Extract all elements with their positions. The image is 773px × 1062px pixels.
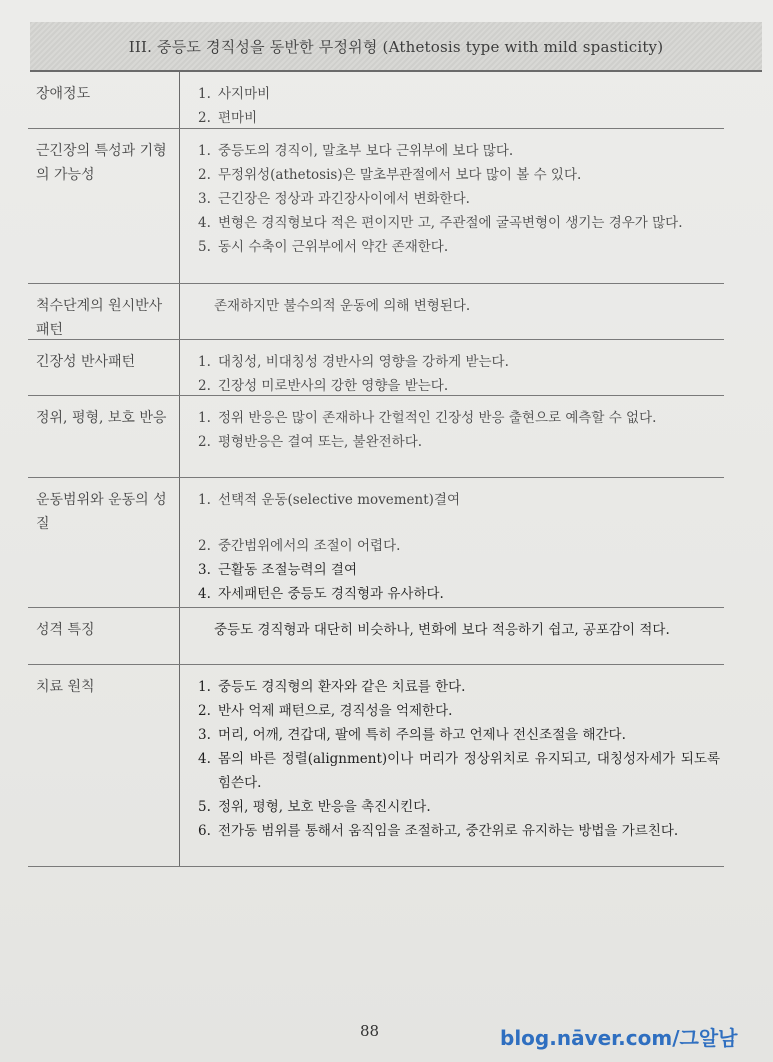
section-title (30, 22, 762, 72)
row-label: 장애정도 (28, 72, 180, 128)
row-label: 척수단계의 원시반사 패턴 (28, 284, 180, 339)
list-item: 1. 중등도 경직형의 환자와 같은 치료를 한다. (198, 679, 466, 695)
row-content (180, 129, 724, 283)
list-item: 2. 평형반응은 결여 또는, 불완전하다. (198, 434, 423, 450)
row-label: 운동범위와 운동의 성질 (28, 478, 180, 607)
list-item: 3. 머리, 어깨, 견갑대, 팔에 특히 주의를 하고 언제나 전신조절을 해간다. (198, 727, 626, 743)
table-row-primitive-reflex (28, 284, 724, 340)
row-label: 정위, 평형, 보호 반응 (28, 396, 180, 477)
blog-watermark: blog.nāver.com/그알남 (500, 1026, 738, 1050)
row-label: 긴장성 반사패턴 (28, 340, 180, 395)
list-item: 2. 중간범위에서의 조절이 어렵다. (198, 538, 401, 554)
row-content (180, 340, 724, 395)
list-item: 3. 근긴장은 정상과 과긴장사이에서 변화한다. (198, 191, 470, 207)
row-label: 성격 특징 (28, 608, 180, 664)
list-item: 5. 동시 수축이 근위부에서 약간 존재한다. (198, 239, 449, 255)
characteristics-table (28, 72, 724, 867)
list-item: 4. 자세패턴은 중등도 경직형과 유사하다. (198, 586, 444, 602)
table-row-treatment-principles (28, 665, 724, 867)
row-content (180, 478, 724, 607)
list-item: 4. 몸의 바른 정렬(alignment)이나 머리가 정상위치로 유지되고, 대칭성자세가 되도록 힘쓴다. (198, 751, 720, 791)
list-item: 2. 무정위성(athetosis)은 말초부관절에서 보다 많이 볼 수 있다. (198, 167, 582, 183)
row-content (180, 72, 724, 128)
list-item: 1. 정위 반응은 많이 존재하나 간헐적인 긴장성 반응 출현으로 예측할 수 없다. (198, 410, 657, 426)
table-row-righting-reactions (28, 396, 724, 478)
list-item: 3. 근활동 조절능력의 결여 (198, 562, 357, 578)
list-item: 1. 선택적 운동(selective movement)결여 (198, 492, 461, 508)
row-text: 존재하지만 불수의적 운동에 의해 변형된다. (214, 298, 471, 314)
list-item: 5. 정위, 평형, 보호 반응을 촉진시킨다. (198, 799, 431, 815)
table-row-personality (28, 608, 724, 665)
row-content (180, 396, 724, 477)
list-item: 6. 전가동 범위를 통해서 움직임을 조절하고, 중간위로 유지하는 방법을 가르친다. (198, 823, 679, 839)
table-row-muscle-tone (28, 129, 724, 284)
page-number: 88 (360, 1022, 380, 1040)
list-item: 1. 사지마비 (198, 86, 271, 102)
table-row-disability-degree (28, 72, 724, 129)
row-label: 근긴장의 특성과 기형의 가능성 (28, 129, 180, 283)
list-item: 1. 중등도의 경직이, 말초부 보다 근위부에 보다 많다. (198, 143, 514, 159)
row-content (180, 665, 724, 866)
list-item: 2. 긴장성 미로반사의 강한 영향을 받는다. (198, 378, 449, 394)
list-item: 2. 편마비 (198, 110, 258, 126)
list-item: 4. 변형은 경직형보다 적은 편이지만 고, 주관절에 굴곡변형이 생기는 경우가 많다. (198, 215, 683, 231)
row-text: 중등도 경직형과 대단히 비슷하나, 변화에 보다 적응하기 쉽고, 공포감이 적다. (214, 622, 670, 638)
section-title-text: III. 중등도 경직성을 동반한 무정위형 (Athetosis type with mild spasticity) (128, 37, 664, 56)
table-row-range-of-motion (28, 478, 724, 608)
table-row-tonic-reflex (28, 340, 724, 396)
list-item: 2. 반사 억제 패턴으로, 경직성을 억제한다. (198, 703, 453, 719)
row-content (180, 608, 724, 664)
row-content (180, 284, 724, 339)
list-item: 1. 대칭성, 비대칭성 경반사의 영향을 강하게 받는다. (198, 354, 509, 370)
row-label: 치료 원칙 (28, 665, 180, 866)
